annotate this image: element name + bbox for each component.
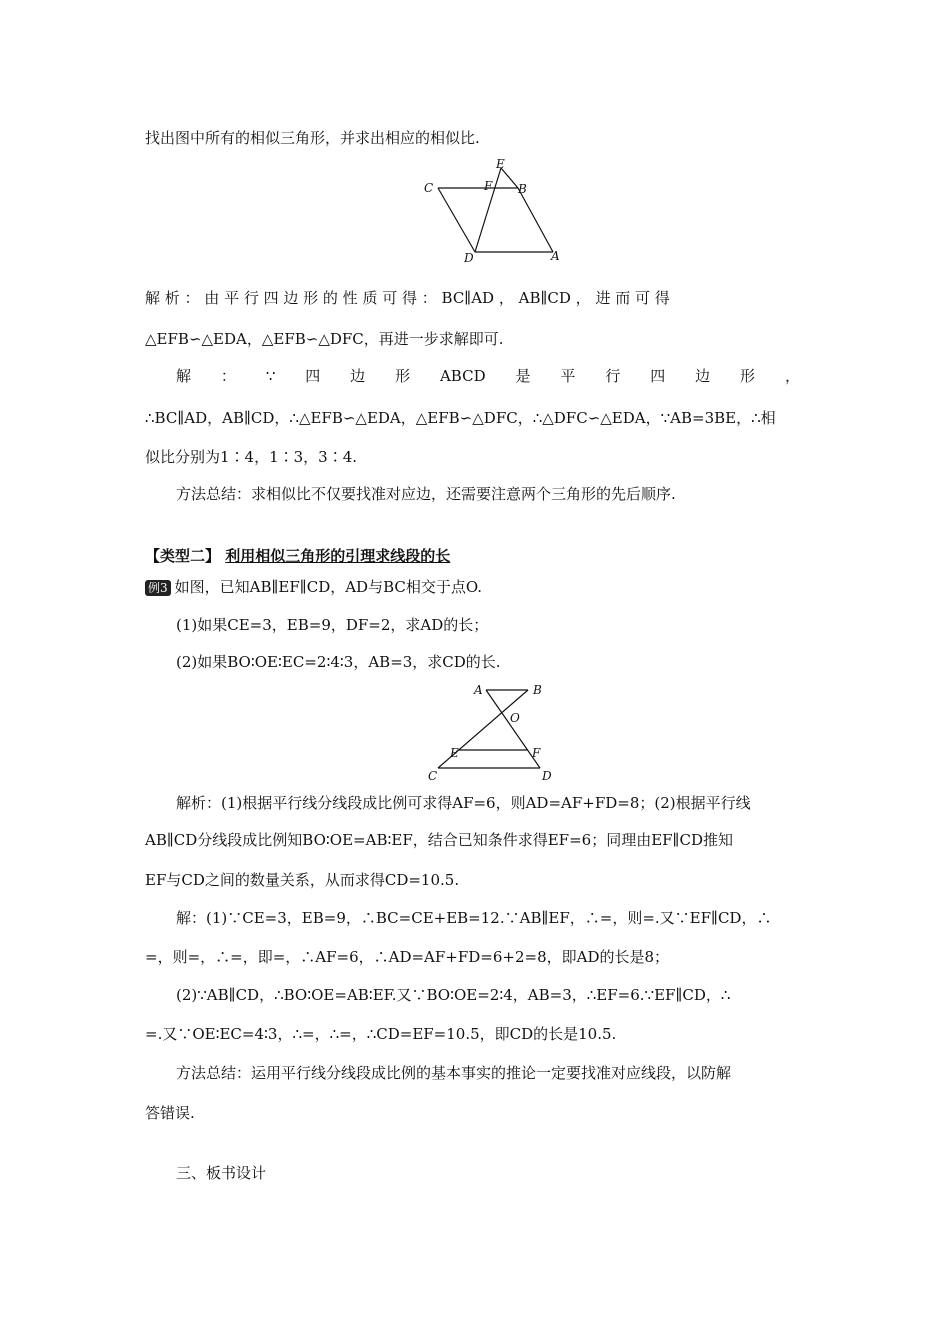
example3-q2: (2)如果BO∶OE∶EC=2∶4∶3，AB=3，求CD的长. — [176, 653, 501, 671]
solution2-line3: (2)∵AB∥CD，∴BO∶OE=AB∶EF.又∵BO∶OE=2∶4，AB=3，∴EF=6.∵EF∥CD，∴ — [176, 986, 731, 1004]
label-B: B — [533, 683, 542, 697]
label-E: E — [496, 157, 505, 171]
example-badge: 例3 — [145, 580, 171, 596]
summary2-line1: 方法总结：运用平行线分线段成比例的基本事实的推论一定要找准对应线段，以防解 — [176, 1064, 732, 1082]
summary1: 方法总结：求相似比不仅要找准对应边，还需要注意两个三角形的先后顺序. — [176, 485, 676, 503]
analysis2-line2: AB∥CD分线段成比例知BO∶OE=AB∶EF，结合已知条件求得EF=6；同理由EF∥CD推知 — [145, 831, 733, 849]
label-F: F — [484, 179, 493, 193]
label-D: D — [464, 251, 474, 264]
solution1-line1: 解 ： ∵ 四 边 形 ABCD 是 平 行 四 边 形 ， — [176, 367, 800, 385]
label-B: B — [518, 182, 527, 196]
label-F: F — [532, 746, 541, 760]
figure-parallelogram — [418, 156, 568, 264]
label-C: C — [424, 181, 434, 195]
example3-q1: (1)如果CE=3，EB=9，DF=2，求AD的长； — [176, 616, 489, 634]
type2-heading — [145, 546, 450, 566]
solution1-line3: 似比分别为1∶4，1∶3，3∶4. — [145, 448, 358, 466]
solution1-line2: ∴BC∥AD，AB∥CD，∴△EFB∽△EDA，△EFB∽△DFC，∴△DFC∽△EDA，∵AB=3BE，∴相 — [145, 409, 776, 427]
type2-label: 【类型二】 — [145, 547, 221, 565]
solution2-line2: =，则=，∴=，即=，∴AF=6，∴AD=AF+FD=6+2=8，即AD的长是8； — [145, 948, 670, 966]
analysis2-line1: 解析：(1)根据平行线分线段成比例可求得AF=6，则AD=AF+FD=8；(2)根据平行线 — [176, 794, 751, 812]
section3-heading: 三、板书设计 — [176, 1164, 267, 1182]
summary2-line2: 答错误. — [145, 1104, 195, 1122]
analysis1-line1: 解 析 ： 由 平 行 四 边 形 的 性 质 可 得 ： BC∥AD ， AB∥CD ， 进 而 可 得 — [145, 289, 670, 307]
analysis1-line2: △EFB∽△EDA，△EFB∽△DFC，再进一步求解即可. — [145, 330, 504, 348]
type2-title: 利用相似三角形的引理求线段的长 — [225, 547, 451, 565]
label-A: A — [474, 683, 483, 697]
solution2-line1: 解：(1)∵CE=3，EB=9，∴BC=CE+EB=12.∵AB∥EF，∴=，则=.又∵EF∥CD，∴ — [176, 909, 772, 927]
problem-prompt: 找出图中所有的相似三角形，并求出相应的相似比. — [145, 129, 480, 147]
solution2-line4: =.又∵OE∶EC=4∶3，∴=，∴=，∴CD=EF=10.5，即CD的长是10.5. — [145, 1025, 617, 1043]
label-D: D — [542, 769, 552, 783]
example3-stem: 如图，已知AB∥EF∥CD，AD与BC相交于点O. — [174, 578, 483, 596]
analysis2-line3: EF与CD之间的数量关系，从而求得CD=10.5. — [145, 871, 460, 889]
label-A: A — [551, 249, 560, 263]
label-O: O — [510, 711, 520, 725]
figure-parallel-lines — [422, 680, 562, 788]
example3-stem-line — [145, 577, 482, 597]
label-C: C — [428, 769, 438, 783]
label-E: E — [450, 746, 459, 760]
